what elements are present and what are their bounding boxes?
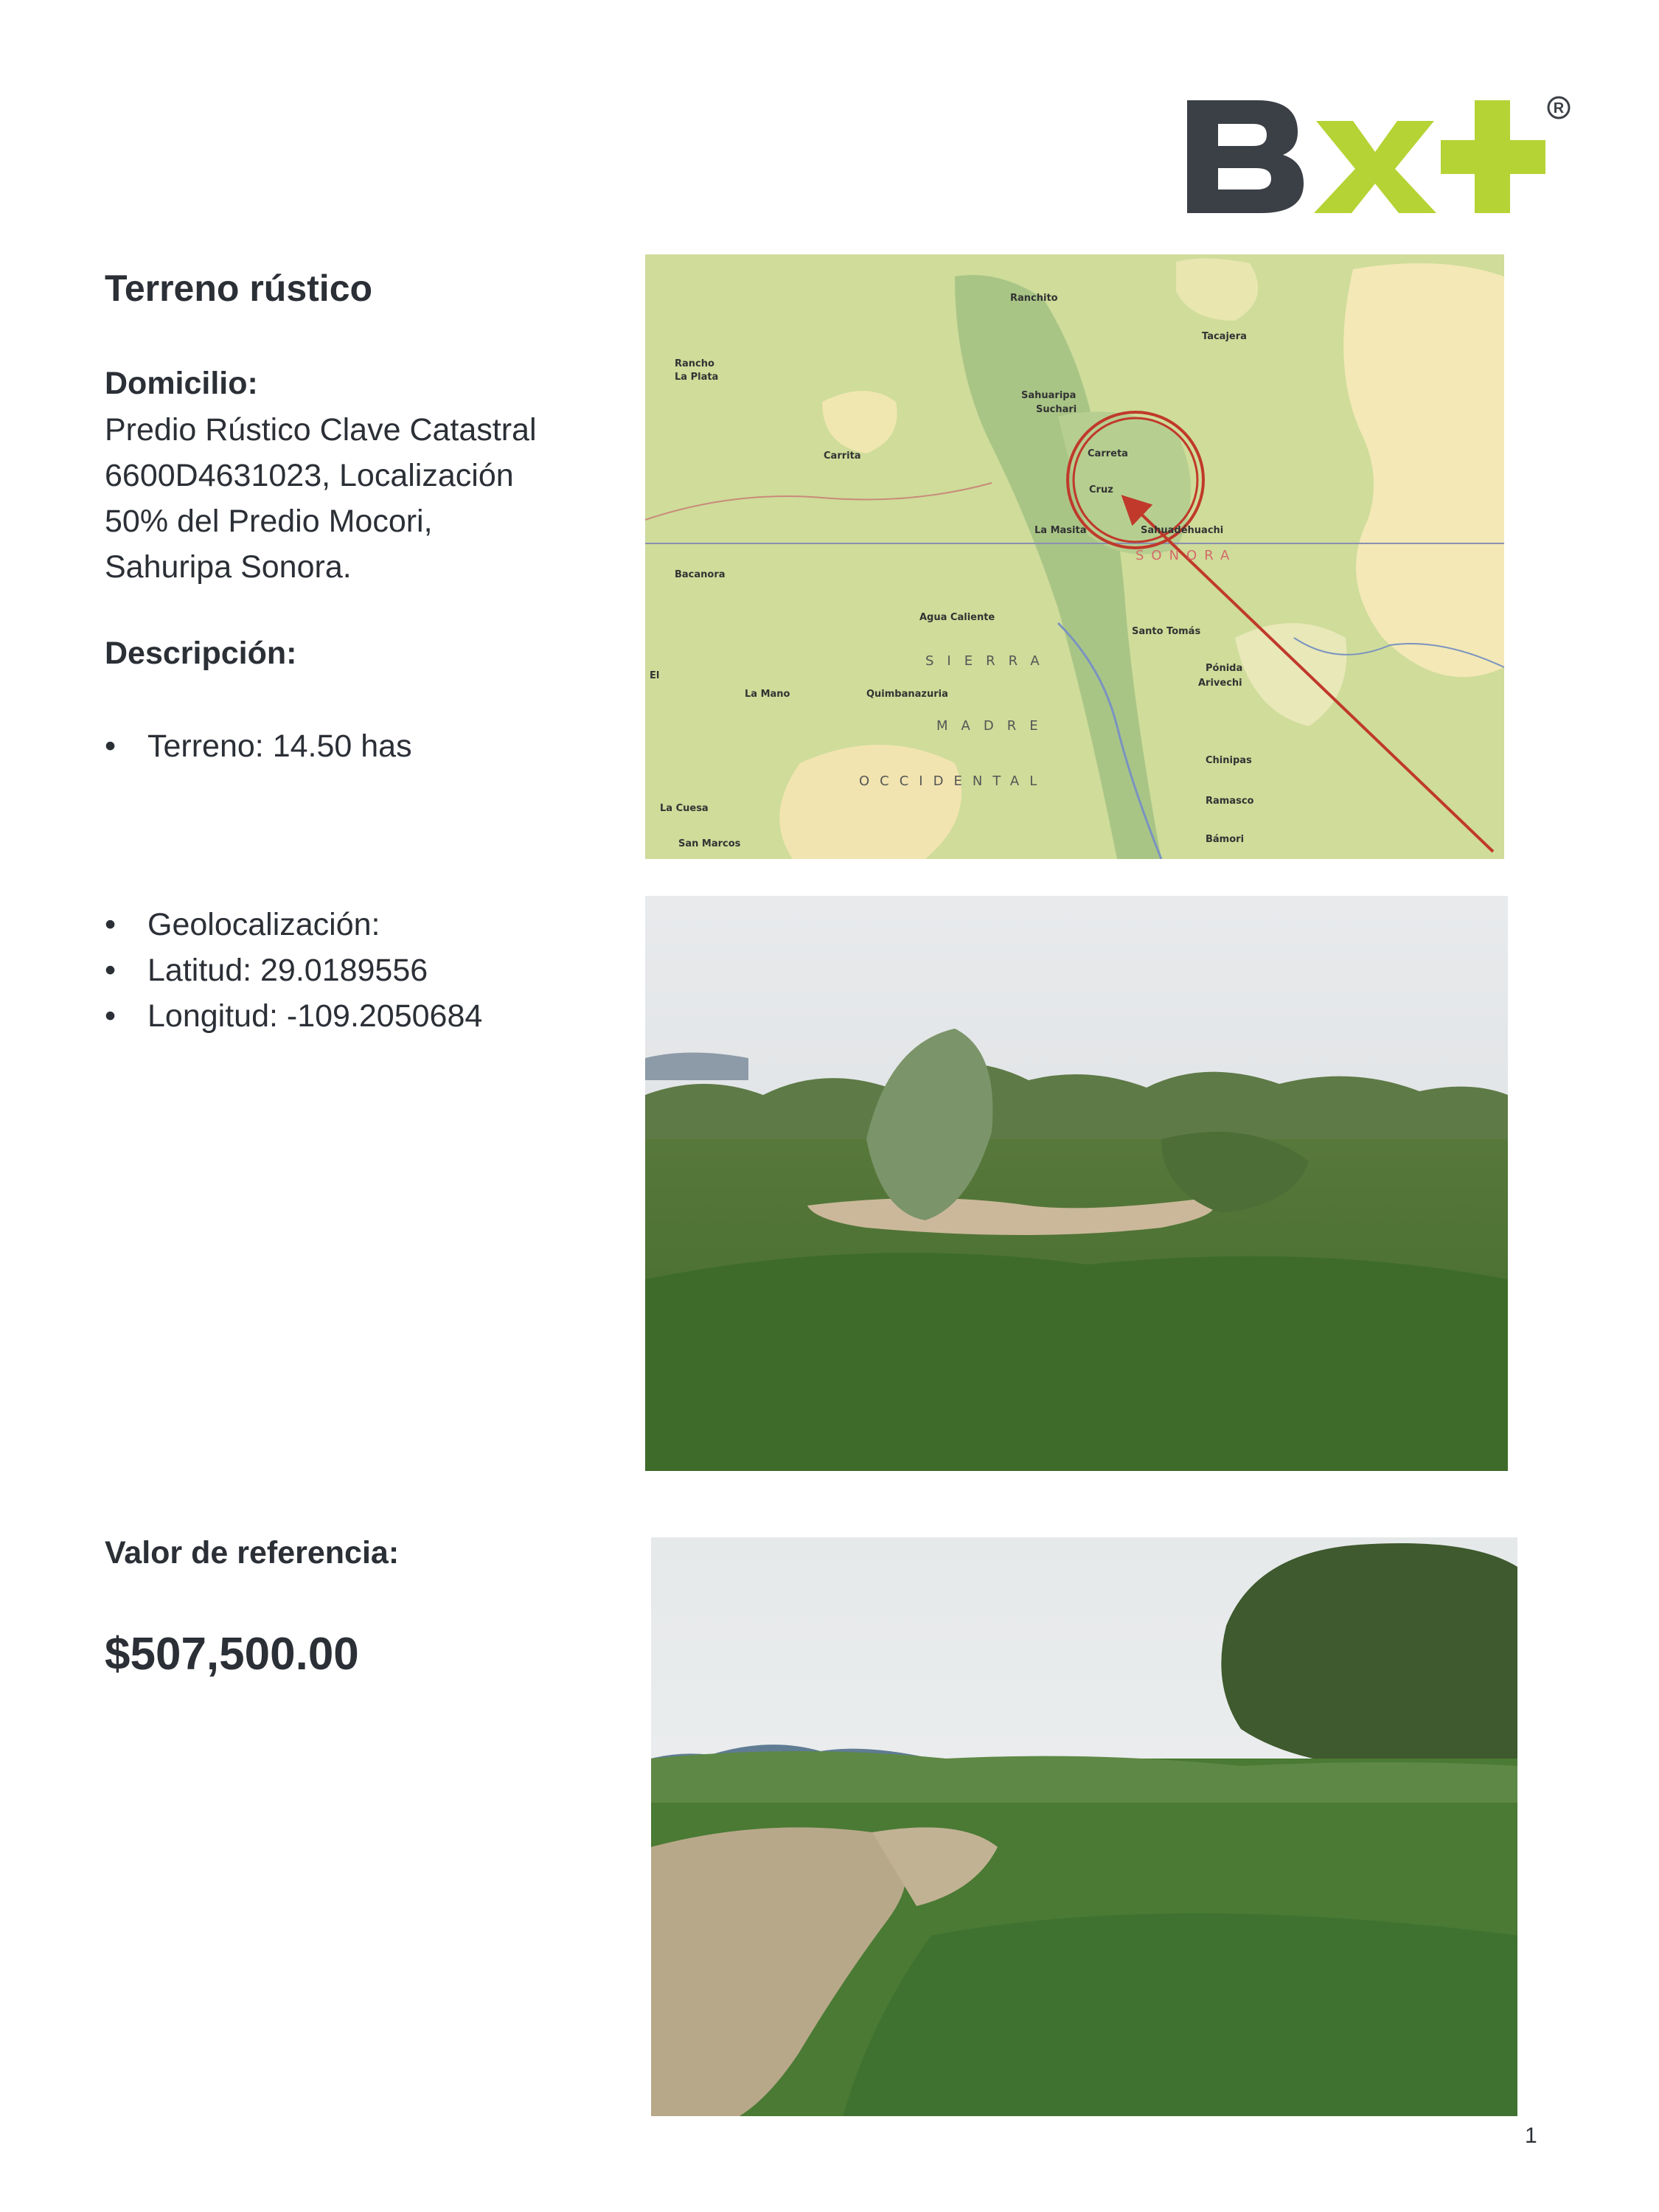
map-label: San Marcos [678, 838, 741, 849]
map-label: Sahuadéhuachi [1141, 525, 1224, 536]
map-label: Tacajera [1202, 331, 1247, 342]
map-label: La Cuesa [660, 803, 709, 814]
location-map [645, 254, 1504, 859]
domicilio-address [105, 407, 537, 590]
map-label: Chinipas [1206, 755, 1252, 766]
page-number: 1 [1525, 2124, 1537, 2148]
map-label: Quimbanazuria [866, 689, 948, 700]
map-label: Carrita [824, 451, 861, 462]
latitude: Latitud: 29.0189556 [147, 953, 428, 988]
map-label: OCCIDENTAL [859, 773, 1048, 789]
descripcion-heading: Descripción: [105, 636, 297, 671]
bx-plus-logo [1187, 91, 1571, 217]
map-label: La Plata [675, 372, 719, 383]
map-label: Cruz [1089, 484, 1113, 495]
geo-list [105, 902, 482, 1039]
map-label: SONORA [1135, 548, 1237, 563]
geo-item: • Geolocalización: [105, 902, 482, 947]
geo-item: • Latitud: 29.0189556 [105, 947, 482, 993]
map-label: Sahuaripa [1021, 390, 1077, 401]
map-label: Santo Tomás [1132, 626, 1201, 637]
map-label: Rancho [675, 358, 714, 369]
map-label: Ramasco [1206, 796, 1254, 807]
address-line: 6600D4631023, Localización [105, 458, 514, 493]
bullet-dot: • [105, 728, 116, 764]
map-label: SIERRA [925, 653, 1053, 669]
map-label: Bacanora [675, 569, 726, 580]
address-line: Predio Rústico Clave Catastral [105, 412, 537, 448]
address-line: 50% del Predio Mocori, [105, 504, 433, 539]
valor-heading: Valor de referencia: [105, 1535, 400, 1571]
map-label: Pónida [1206, 663, 1243, 674]
land-photo-1 [645, 896, 1508, 1471]
page-title: Terreno rústico [105, 268, 373, 309]
map-label: Carreta [1088, 448, 1128, 459]
geo-item: • Longitud: -109.2050684 [105, 993, 482, 1039]
map-label: MADRE [936, 718, 1051, 734]
price: $507,500.00 [105, 1629, 359, 1680]
map-label: Agua Caliente [919, 612, 995, 623]
longitude: Longitud: -109.2050684 [147, 998, 483, 1034]
map-label: Ranchito [1010, 293, 1058, 304]
terreno-text: Terreno: 14.50 has [147, 728, 412, 764]
map-label: Bámori [1206, 834, 1245, 845]
map-label: El [650, 670, 660, 681]
land-photo-2 [651, 1537, 1517, 2116]
map-label: Arivechi [1198, 678, 1242, 689]
address-line: Sahuripa Sonora. [105, 549, 352, 585]
terreno-bullet [105, 723, 412, 769]
domicilio-heading: Domicilio: [105, 366, 258, 401]
map-label: Suchari [1036, 404, 1077, 415]
svg-text:R: R [1553, 100, 1565, 116]
geo-label: Geolocalización: [147, 907, 380, 942]
map-label: La Mano [745, 689, 790, 700]
map-label: La Masita [1034, 525, 1087, 536]
